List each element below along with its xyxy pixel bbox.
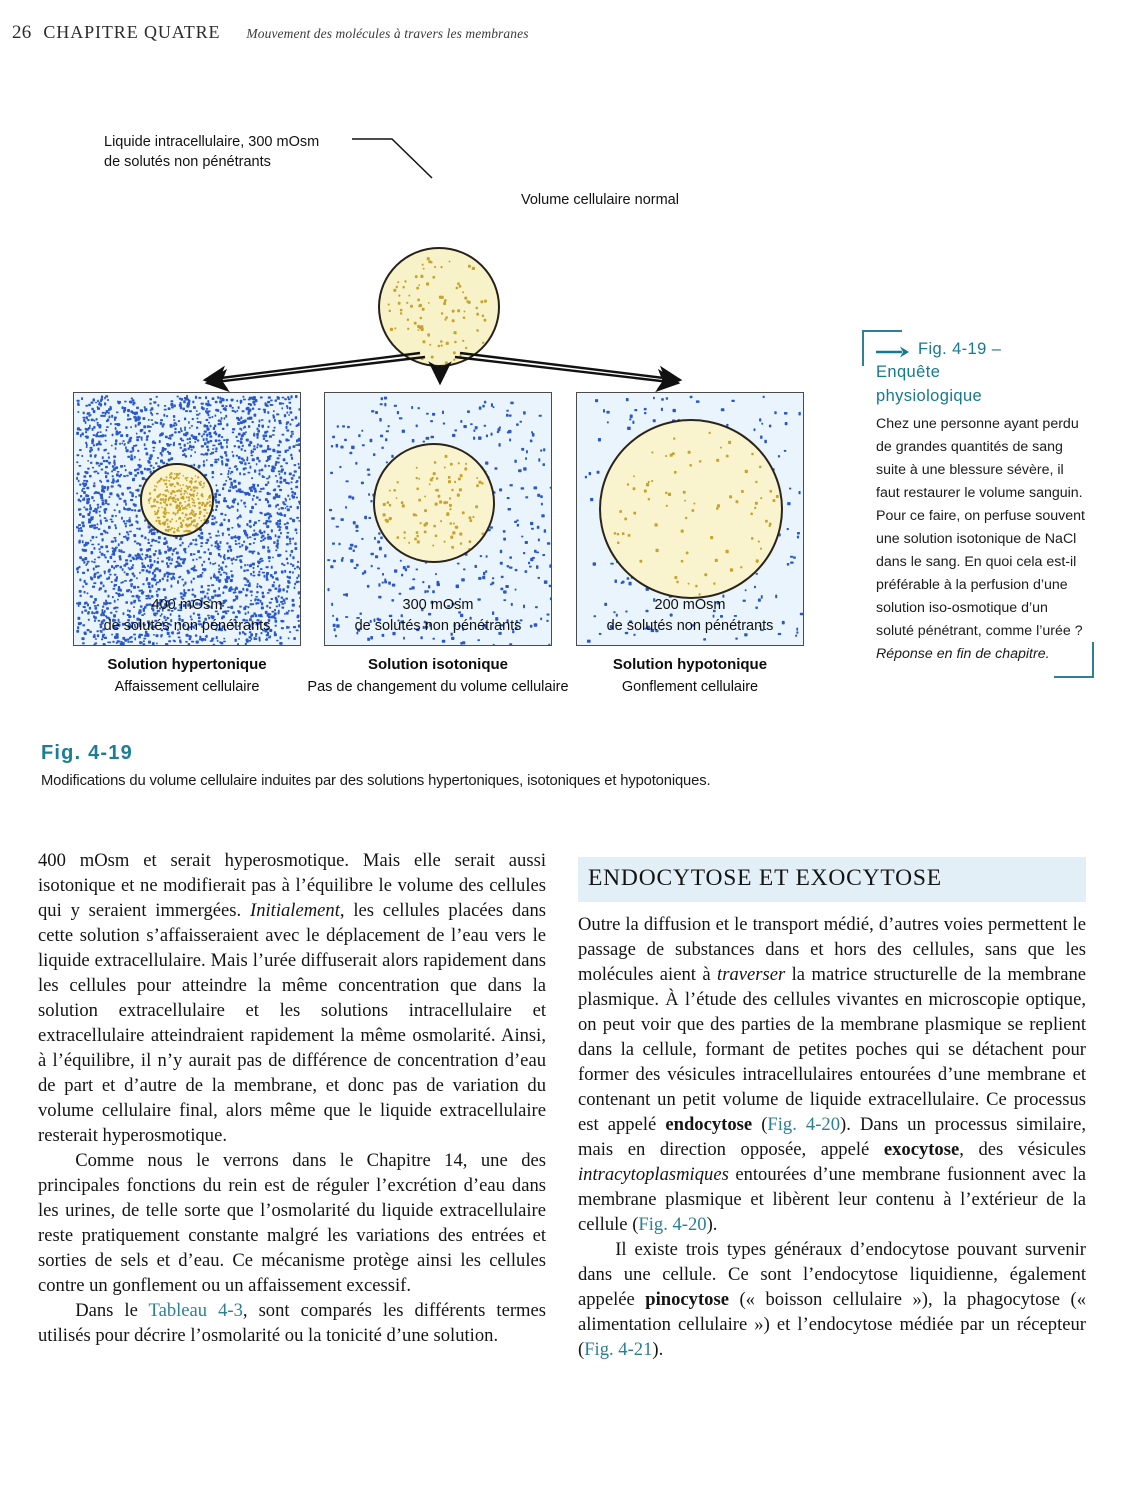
normal-cell-volume-label: Volume cellulaire normal [521, 192, 679, 208]
paragraph-left-2: Comme nous le verrons dans le Chapitre 14, une des principales fonctions du rein est de réguler l’excrétion d’eau dans les urines, de telle sorte que l’osmolarité du liquide extracellulaire reste pratiquement constante malgré les variations des entrées et sorties de sels et d’eau. Ce mécanisme protège ainsi les cellules contre un gonflement ou un affaissement excessif. [38, 1150, 546, 1296]
p3-post: , sont comparés les différents termes utilisés pour décrire l’osmolarité ou la tonicité d’une solution. [38, 1300, 546, 1346]
figure-4-19-illustration [0, 95, 860, 725]
body-column-left [38, 848, 546, 1348]
paragraph-left-1 [38, 848, 546, 1148]
panel-hypertonic [73, 392, 301, 646]
hypotonic-osmolarity: 200 mOsm [654, 596, 726, 613]
paragraph-right-1 [578, 912, 1086, 1237]
hypertonic-osmolarity: 400 mOsm [151, 596, 223, 613]
hypertonic-solute-text: de solutés non pénétrants [103, 617, 271, 634]
pr1-f: entourées d’une membrane fusionnent avec la membrane plasmique et libèrent leur contenu à l’extérieur de la cellule ( [578, 1163, 1086, 1235]
pr1-b: la matrice structurelle de la membrane plasmique. À l’étude des cellules vivantes en microscopie optique, on peut voir que des parties de la membrane plasmique se replient dans la cellule, formant de petites poches qui se détachent pour former des vésicules intracellulaires entourées d’une membrane et contenant un petit volume de liquide extracellulaire. Ce processus est appelé [578, 963, 1086, 1135]
pr1-italic-traverser: traverser [717, 963, 786, 985]
hypotonic-caption [556, 654, 824, 698]
arrow-left [207, 357, 425, 383]
isotonic-effect: Pas de changement du volume cellulaire [307, 678, 569, 695]
inquiry-answer-note: Réponse en fin de chapitre. [876, 646, 1050, 663]
p1-part-a: 400 mOsm et serait hyperosmotique. Mais elle serait aussi isotonique et ne modifierait pas à l’équilibre le volume des cellules qui y seraient immergées. [38, 850, 546, 921]
hypertonic-title: Solution hypertonique [107, 656, 267, 673]
inquiry-title-line1: Fig. 4-19 – [918, 340, 1002, 358]
intracellular-fluid-label-line2: de solutés non pénétrants [104, 154, 271, 170]
pr1-e: , des vésicules [959, 1138, 1087, 1160]
pr1-c: ( [752, 1113, 768, 1135]
shrunken-cell [140, 463, 214, 537]
running-head [12, 22, 529, 44]
table-4-3-reference[interactable]: Tableau 4-3 [148, 1300, 243, 1321]
term-exocytose: exocytose [883, 1138, 960, 1160]
normal-volume-cell-dots [375, 445, 495, 563]
inquiry-title-line2: Enquête [876, 363, 941, 382]
chapter-title: CHAPITRE QUATRE [43, 22, 221, 42]
normal-cell-circle [378, 247, 500, 367]
normal-cell-solute-dots [380, 249, 500, 367]
figure-caption-number: Fig. 4-19 [41, 742, 133, 764]
term-endocytose: endocytose [665, 1113, 753, 1135]
pr2-c: ). [652, 1338, 664, 1360]
right-arrow-icon [876, 345, 910, 359]
intracellular-fluid-label-line1: Liquide intracellulaire, 300 mOsm [104, 134, 320, 150]
arrow-to-hypertonic [205, 353, 420, 380]
p3-pre: Dans le [75, 1300, 149, 1321]
isotonic-solute-text: de solutés non pénétrants [354, 617, 522, 634]
isotonic-osmolarity: 300 mOsm [402, 596, 474, 613]
swollen-cell [599, 419, 783, 599]
figure-caption [41, 742, 861, 789]
paragraph-left-3 [38, 1298, 546, 1348]
leader-line-icf [352, 139, 432, 178]
inquiry-header [862, 330, 1090, 408]
paragraph-right-2 [578, 1237, 1086, 1362]
hypotonic-solute-text: de solutés non pénétrants [606, 617, 774, 634]
swollen-cell-dots [601, 421, 783, 599]
pr1-a: Outre la diffusion et le transport médié, d’autres voies permettent le passage de substances dans et hors des cellules, sans que les molécules aient à [578, 913, 1086, 985]
chapter-subject: Mouvement des molécules à travers les membranes [246, 26, 529, 41]
isotonic-caption [285, 654, 591, 698]
panel-isotonic [324, 392, 552, 646]
hypotonic-title: Solution hypotonique [612, 656, 768, 673]
isotonic-title: Solution isotonique [368, 656, 508, 673]
page-number: 26 [12, 22, 32, 43]
term-pinocytose: pinocytose [645, 1288, 729, 1310]
pr2-b: (« boisson cellulaire »), la phagocytose (« alimentation cellulaire ») et l’endocytose médiée par un récepteur ( [578, 1288, 1086, 1360]
inquiry-body-text: Chez une personne ayant perdu de grandes quantités de sang suite à une blessure sévère, il faut restaurer le volume sanguin. Pour ce faire, on perfuse souvent une solution isotonique de NaCl dans le sang. En quoi cela est-il préférable à la perfusion d’une solution iso-osmotique d’un soluté pénétrant, comme l’urée ? [876, 416, 1085, 640]
panel-hypotonic [576, 392, 804, 646]
pr1-d: ). Dans un processus similaire, mais en direction opposée, appelé [578, 1113, 1086, 1160]
p1-italic: Initialement [250, 900, 340, 921]
physiological-inquiry-box [862, 330, 1090, 672]
hypertonic-effect: Affaissement cellulaire [114, 678, 260, 695]
normal-volume-cell [373, 443, 495, 563]
pr1-g: ). [706, 1213, 718, 1235]
fig-4-20-reference-1[interactable]: Fig. 4-20 [767, 1113, 841, 1135]
pr2-a: Il existe trois types généraux d’endocytose pouvant survenir dans une cellule. Ce sont l’endocytose liquidienne, également appelée [578, 1238, 1086, 1310]
hypotonic-effect: Gonflement cellulaire [621, 678, 759, 695]
figure-caption-text: Modifications du volume cellulaire induites par des solutions hypertoniques, isotoniques et hypotoniques. [41, 773, 711, 789]
fig-4-20-reference-2[interactable]: Fig. 4-20 [638, 1213, 707, 1235]
body-column-right [578, 857, 1086, 1362]
pr1-italic-intracytoplasmiques: intracytoplasmiques [578, 1163, 729, 1185]
section-heading-endocytose-exocytose: ENDOCYTOSE ET EXOCYTOSE [578, 857, 1086, 902]
inquiry-corner-bottom-right [1054, 642, 1094, 678]
fig-4-21-reference[interactable]: Fig. 4-21 [584, 1338, 653, 1360]
arrow-right [455, 357, 678, 383]
p1-part-b: , les cellules placées dans cette solution s’affaisseraient avec le déplacement de l’eau vers le liquide extracellulaire. Mais l’urée diffuserait alors rapidement dans les cellules pour atteindre la même concentration que dans la solution extracellulaire et les solutions intracellulaire et extracellulaire atteindraient rapidement la même osmolarité. Ainsi, à l’équilibre, il n’y aurait pas de différence de concentration d’eau de part et d’autre de la membrane, et donc pas de variation du volume cellulaire final, alors même que le liquide extracellulaire resterait hyperosmotique. [38, 900, 547, 1146]
arrow-to-hypotonic [460, 353, 680, 380]
inquiry-title-line3: physiologique [876, 386, 983, 405]
intracellular-fluid-label [104, 132, 319, 172]
